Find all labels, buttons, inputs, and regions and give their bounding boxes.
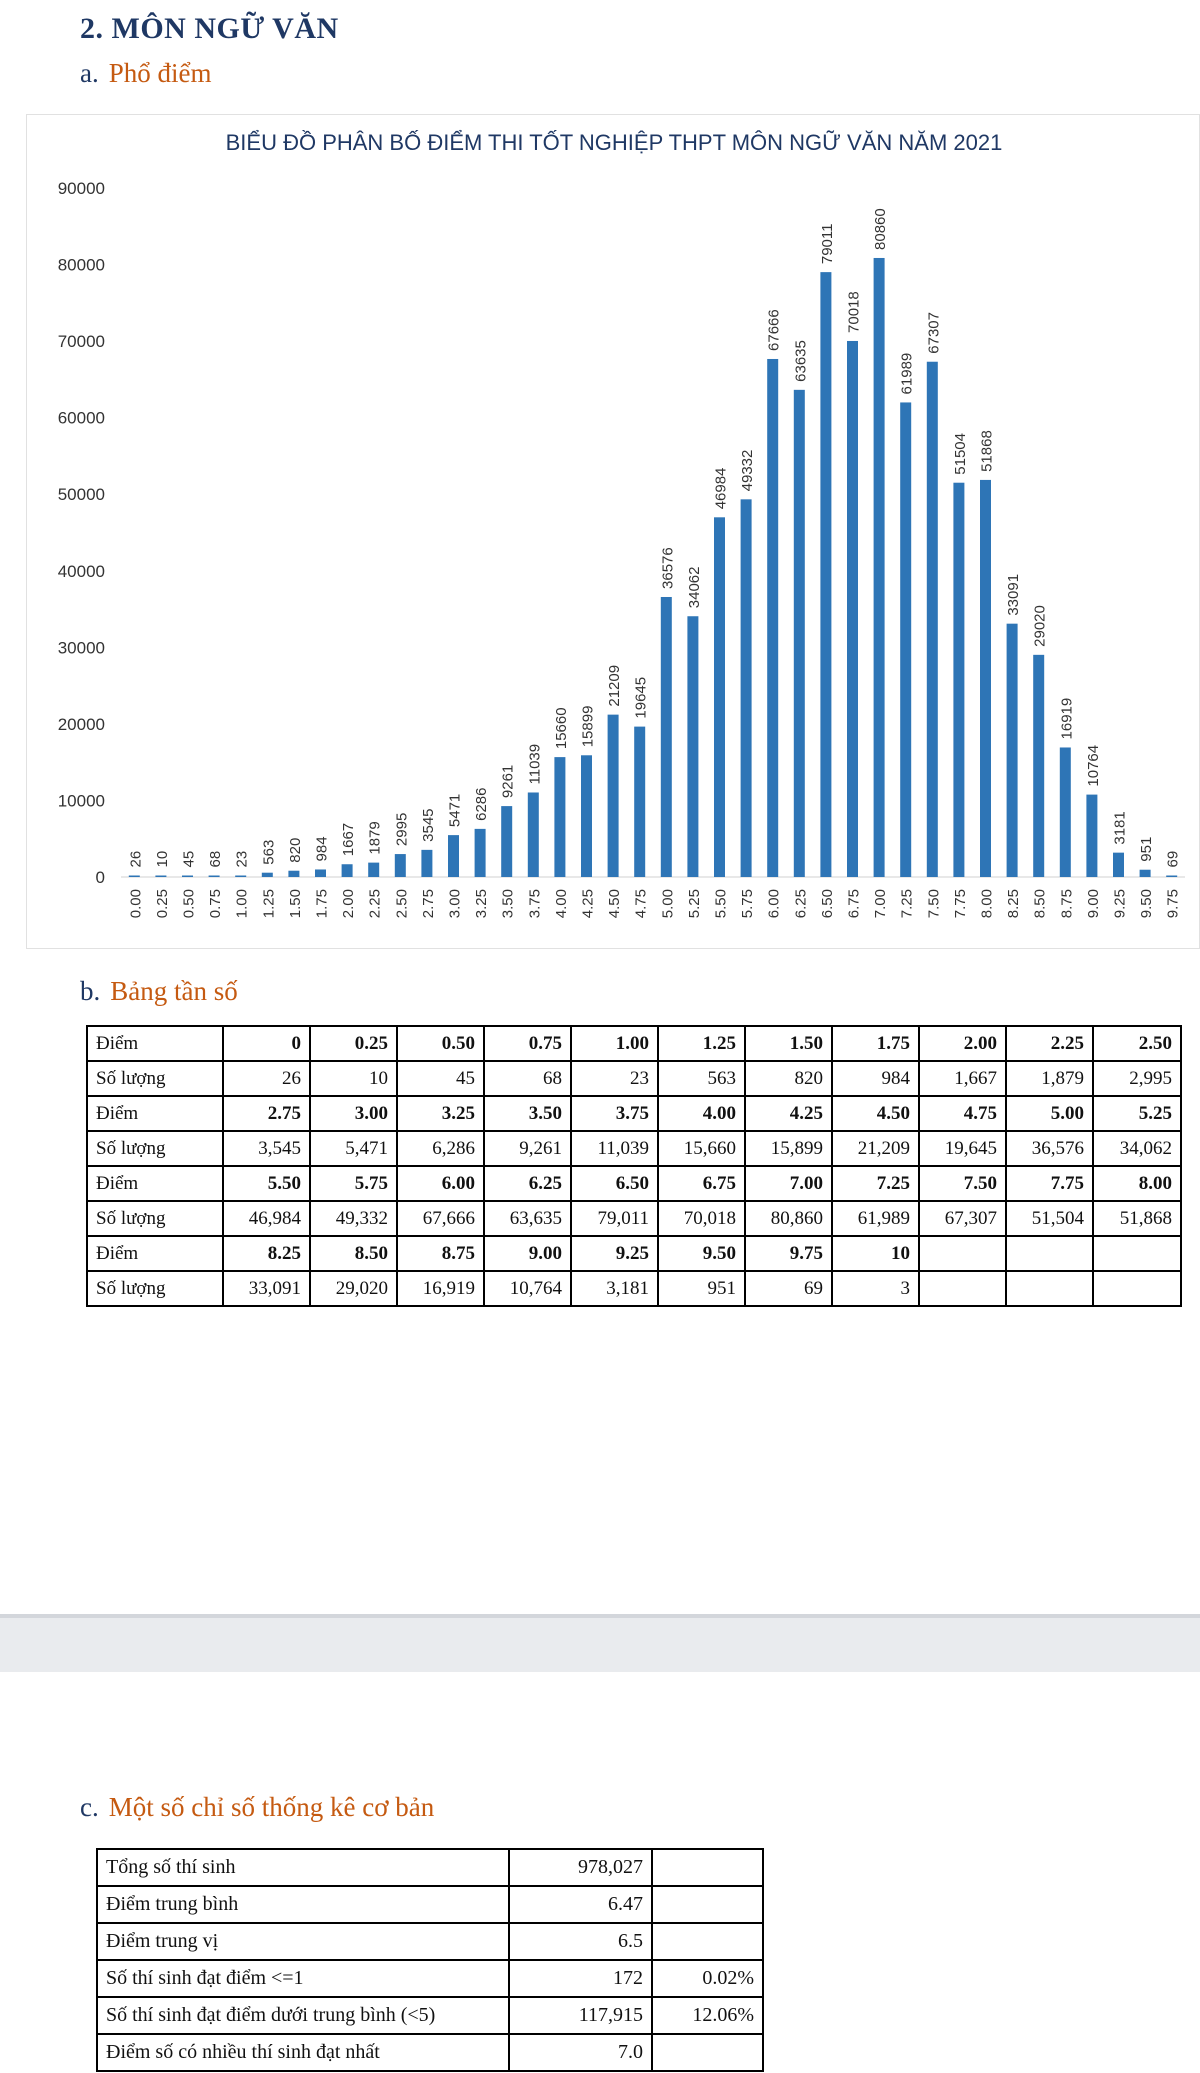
bar (1086, 795, 1097, 877)
x-tick-label: 7.25 (898, 889, 916, 919)
table-cell: 21,209 (832, 1131, 919, 1166)
stats-row (97, 1960, 763, 1997)
data-label: 19645 (632, 676, 650, 719)
bar (155, 876, 166, 878)
x-tick-label: 5.75 (739, 889, 757, 919)
x-tick-label: 3.25 (473, 889, 491, 919)
stats-percent-cell (652, 1886, 763, 1923)
data-label: 69 (1164, 850, 1182, 868)
x-tick-label: 6.50 (818, 889, 836, 919)
x-tick-label: 3.50 (499, 889, 517, 919)
table-cell: 3,545 (223, 1131, 310, 1166)
section-a-label: Phổ điểm (108, 58, 212, 88)
bar (1166, 876, 1177, 878)
data-label: 951 (1138, 836, 1156, 862)
bar (687, 616, 698, 877)
stats-row (97, 1849, 763, 1886)
stats-value-cell: 117,915 (509, 1997, 652, 2034)
x-tick-label: 6.25 (792, 889, 810, 919)
x-tick-label: 5.25 (685, 889, 703, 919)
bar (741, 499, 752, 877)
table-cell (919, 1271, 1006, 1306)
table-cell (919, 1236, 1006, 1271)
x-tick-label: 5.00 (659, 889, 677, 919)
bar (847, 341, 858, 877)
page-separator (0, 1614, 1200, 1676)
row-label-cell: Số lượng (87, 1271, 223, 1306)
x-tick-label: 1.50 (286, 889, 304, 919)
data-label: 820 (286, 837, 304, 863)
y-tick-label: 20000 (57, 714, 105, 734)
count-row (87, 1061, 1181, 1096)
table-cell: 8.00 (1093, 1166, 1181, 1201)
data-label: 67307 (925, 312, 943, 354)
stats-label-cell: Điểm trung bình (97, 1886, 509, 1923)
table-cell: 1,879 (1006, 1061, 1093, 1096)
row-label-cell: Điểm (87, 1236, 223, 1271)
bar (1033, 655, 1044, 877)
table-cell: 26 (223, 1061, 310, 1096)
table-cell: 80,860 (745, 1201, 832, 1236)
bar (953, 483, 964, 877)
table-cell (1006, 1236, 1093, 1271)
data-label: 984 (313, 836, 331, 862)
data-label: 46984 (712, 467, 730, 510)
table-cell: 0.50 (397, 1026, 484, 1061)
stats-label-cell: Điểm số có nhiều thí sinh đạt nhất (97, 2034, 509, 2071)
table-cell: 3.50 (484, 1096, 571, 1131)
bar (581, 755, 592, 877)
table-cell: 6.75 (658, 1166, 745, 1201)
data-label: 36576 (659, 547, 677, 589)
table-cell: 6,286 (397, 1131, 484, 1166)
data-label: 67666 (765, 309, 783, 351)
bar (608, 715, 619, 877)
statistics-table (96, 1848, 764, 2072)
table-cell: 67,666 (397, 1201, 484, 1236)
table-cell: 1.00 (571, 1026, 658, 1061)
x-tick-label: 7.75 (951, 889, 969, 919)
bar (1060, 747, 1071, 877)
table-cell (1093, 1236, 1181, 1271)
table-cell: 4.50 (832, 1096, 919, 1131)
stats-value-cell: 6.47 (509, 1886, 652, 1923)
table-cell: 36,576 (1006, 1131, 1093, 1166)
table-cell: 69 (745, 1271, 832, 1306)
x-tick-label: 1.00 (233, 889, 251, 919)
table-cell: 4.00 (658, 1096, 745, 1131)
data-label: 79011 (818, 223, 836, 265)
data-label: 5471 (446, 793, 464, 828)
score-row (87, 1236, 1181, 1271)
table-cell: 70,018 (658, 1201, 745, 1236)
data-label: 26 (127, 850, 145, 868)
section-b-label: Bảng tần số (110, 976, 238, 1006)
table-cell: 9.25 (571, 1236, 658, 1271)
bar (448, 835, 459, 877)
table-cell: 3 (832, 1271, 919, 1306)
table-cell: 7.00 (745, 1166, 832, 1201)
table-cell: 10 (310, 1061, 397, 1096)
x-tick-label: 2.75 (419, 889, 437, 919)
table-cell: 0.25 (310, 1026, 397, 1061)
bar (501, 806, 512, 877)
x-tick-label: 6.75 (845, 889, 863, 919)
y-tick-label: 50000 (57, 485, 105, 505)
table-cell (1006, 1271, 1093, 1306)
table-cell: 7.50 (919, 1166, 1006, 1201)
count-row (87, 1201, 1181, 1236)
data-label: 29020 (1031, 605, 1049, 647)
table-cell: 4.25 (745, 1096, 832, 1131)
stats-row (97, 1997, 763, 2034)
table-cell: 2,995 (1093, 1061, 1181, 1096)
table-cell: 8.75 (397, 1236, 484, 1271)
stats-label-cell: Điểm trung vị (97, 1923, 509, 1960)
data-label: 51504 (951, 432, 969, 475)
table-cell: 1.50 (745, 1026, 832, 1061)
x-tick-label: 1.75 (313, 889, 331, 919)
table-cell: 820 (745, 1061, 832, 1096)
x-tick-label: 9.25 (1111, 889, 1129, 919)
data-label: 3545 (419, 808, 437, 842)
x-tick-label: 4.00 (552, 889, 570, 919)
x-tick-label: 4.50 (606, 889, 624, 919)
x-tick-label: 5.50 (712, 889, 730, 919)
x-tick-label: 7.50 (925, 889, 943, 919)
x-tick-label: 4.75 (632, 889, 650, 919)
bar (554, 757, 565, 877)
stats-percent-cell (652, 1849, 763, 1886)
data-label: 33091 (1005, 573, 1023, 616)
table-cell: 61,989 (832, 1201, 919, 1236)
table-cell: 23 (571, 1061, 658, 1096)
table-cell: 1.75 (832, 1026, 919, 1061)
table-cell: 9.75 (745, 1236, 832, 1271)
table-cell: 9.50 (658, 1236, 745, 1271)
x-tick-label: 3.75 (526, 889, 544, 919)
x-tick-label: 3.00 (446, 889, 464, 919)
table-cell: 51,868 (1093, 1201, 1181, 1236)
table-cell: 6.50 (571, 1166, 658, 1201)
x-tick-label: 6.00 (765, 889, 783, 919)
stats-label-cell: Số thí sinh đạt điểm <=1 (97, 1960, 509, 1997)
table-cell: 3.00 (310, 1096, 397, 1131)
x-tick-label: 0.25 (153, 889, 171, 919)
table-cell: 2.25 (1006, 1026, 1093, 1061)
data-label: 15899 (579, 705, 597, 748)
bar (368, 863, 379, 877)
data-label: 563 (260, 839, 278, 865)
data-label: 51868 (978, 430, 996, 472)
data-label: 70018 (845, 291, 863, 333)
bar (767, 359, 778, 877)
bar (634, 727, 645, 877)
x-tick-label: 9.00 (1084, 889, 1102, 919)
x-tick-label: 4.25 (579, 889, 597, 919)
table-cell: 5,471 (310, 1131, 397, 1166)
table-cell: 33,091 (223, 1271, 310, 1306)
data-label: 11039 (526, 743, 544, 785)
score-distribution-chart (26, 114, 1200, 949)
data-label: 61989 (898, 352, 916, 395)
data-label: 2995 (393, 812, 411, 847)
table-cell: 3,181 (571, 1271, 658, 1306)
data-label: 45 (180, 850, 198, 868)
section-c-prefix: c. (80, 1792, 99, 1822)
table-cell: 5.25 (1093, 1096, 1181, 1131)
data-label: 63635 (792, 340, 810, 382)
table-cell: 19,645 (919, 1131, 1006, 1166)
bar (927, 362, 938, 877)
x-tick-label: 2.25 (366, 889, 384, 919)
table-cell: 4.75 (919, 1096, 1006, 1131)
stats-percent-cell (652, 2034, 763, 2071)
row-label-cell: Điểm (87, 1166, 223, 1201)
bar (262, 873, 273, 877)
table-cell: 49,332 (310, 1201, 397, 1236)
data-label: 80860 (872, 208, 890, 250)
table-cell: 3.25 (397, 1096, 484, 1131)
table-cell: 1.25 (658, 1026, 745, 1061)
section-c-label: Một số chỉ số thống kê cơ bản (108, 1792, 435, 1822)
bar (129, 876, 140, 878)
stats-value-cell: 6.5 (509, 1923, 652, 1960)
score-row (87, 1166, 1181, 1201)
data-label: 16919 (1058, 697, 1076, 740)
bar (1007, 624, 1018, 877)
data-label: 49332 (739, 449, 757, 492)
data-label: 1667 (340, 822, 358, 857)
table-cell: 1,667 (919, 1061, 1006, 1096)
stats-percent-cell: 0.02% (652, 1960, 763, 1997)
section-b-prefix: b. (80, 976, 101, 1006)
y-tick-label: 90000 (57, 179, 105, 198)
data-label: 23 (233, 850, 251, 868)
bar (980, 480, 991, 877)
data-label: 15660 (552, 707, 570, 750)
table-cell: 2.50 (1093, 1026, 1181, 1061)
y-tick-label: 70000 (57, 332, 105, 352)
table-cell: 0.75 (484, 1026, 571, 1061)
table-cell: 11,039 (571, 1131, 658, 1166)
bar (874, 258, 885, 877)
stats-row (97, 1923, 763, 1960)
data-label: 6286 (473, 787, 491, 821)
chart-canvas (27, 115, 1200, 950)
table-cell: 8.25 (223, 1236, 310, 1271)
table-cell: 0 (223, 1026, 310, 1061)
table-cell: 6.25 (484, 1166, 571, 1201)
score-row (87, 1096, 1181, 1131)
bar (528, 792, 539, 877)
bar (475, 829, 486, 877)
table-cell: 5.50 (223, 1166, 310, 1201)
data-label: 21209 (606, 664, 624, 707)
bar (395, 854, 406, 877)
x-tick-label: 9.75 (1164, 889, 1182, 919)
bar (209, 876, 220, 878)
bar (421, 850, 432, 877)
stats-percent-cell (652, 1923, 763, 1960)
bar (714, 517, 725, 877)
table-cell: 34,062 (1093, 1131, 1181, 1166)
table-cell: 3.75 (571, 1096, 658, 1131)
count-row (87, 1131, 1181, 1166)
stats-value-cell: 7.0 (509, 2034, 652, 2071)
data-label: 9261 (499, 764, 517, 799)
frequency-table (86, 1025, 1182, 1307)
x-tick-label: 8.50 (1031, 888, 1049, 919)
table-cell: 16,919 (397, 1271, 484, 1306)
stats-label-cell: Số thí sinh đạt điểm dưới trung bình (<5) (97, 1997, 509, 2034)
section-c-heading (80, 1792, 434, 1823)
x-tick-label: 9.50 (1138, 889, 1156, 919)
table-cell: 7.25 (832, 1166, 919, 1201)
stats-row (97, 2034, 763, 2071)
table-cell: 15,899 (745, 1131, 832, 1166)
bar (235, 876, 246, 878)
count-row (87, 1271, 1181, 1306)
stats-percent-cell: 12.06% (652, 1997, 763, 2034)
table-cell: 951 (658, 1271, 745, 1306)
table-cell: 15,660 (658, 1131, 745, 1166)
table-cell: 45 (397, 1061, 484, 1096)
table-cell: 8.50 (310, 1236, 397, 1271)
x-tick-label: 2.50 (393, 889, 411, 919)
table-cell: 5.00 (1006, 1096, 1093, 1131)
bar (794, 390, 805, 877)
row-label-cell: Điểm (87, 1026, 223, 1061)
table-cell: 51,504 (1006, 1201, 1093, 1236)
x-tick-label: 0.75 (207, 889, 225, 919)
stats-row (97, 1886, 763, 1923)
bar (1113, 853, 1124, 877)
data-label: 10 (153, 850, 171, 868)
x-tick-label: 7.00 (872, 889, 890, 919)
bar (315, 869, 326, 877)
table-cell: 984 (832, 1061, 919, 1096)
stats-label-cell: Tổng số thí sinh (97, 1849, 509, 1886)
data-label: 68 (207, 850, 225, 868)
table-cell: 9.00 (484, 1236, 571, 1271)
x-tick-label: 8.25 (1005, 889, 1023, 919)
table-cell: 2.75 (223, 1096, 310, 1131)
table-cell: 563 (658, 1061, 745, 1096)
row-label-cell: Số lượng (87, 1201, 223, 1236)
table-cell: 10 (832, 1236, 919, 1271)
table-cell: 5.75 (310, 1166, 397, 1201)
bar (288, 871, 299, 877)
table-cell: 10,764 (484, 1271, 571, 1306)
table-cell: 6.00 (397, 1166, 484, 1201)
x-tick-label: 1.25 (260, 889, 278, 919)
section-a-prefix: a. (80, 58, 99, 88)
data-label: 3181 (1111, 811, 1129, 845)
row-label-cell: Số lượng (87, 1061, 223, 1096)
stats-value-cell: 172 (509, 1960, 652, 1997)
bar (342, 864, 353, 877)
x-tick-label: 8.00 (978, 889, 996, 919)
x-tick-label: 2.00 (340, 889, 358, 919)
x-tick-label: 0.00 (127, 889, 145, 919)
table-cell: 7.75 (1006, 1166, 1093, 1201)
y-tick-label: 30000 (57, 638, 105, 658)
section-a-heading (80, 58, 212, 89)
table-cell: 9,261 (484, 1131, 571, 1166)
table-cell: 2.00 (919, 1026, 1006, 1061)
y-tick-label: 10000 (57, 791, 105, 811)
bar (182, 876, 193, 878)
stats-value-cell: 978,027 (509, 1849, 652, 1886)
table-cell: 46,984 (223, 1201, 310, 1236)
data-label: 34062 (685, 566, 703, 609)
row-label-cell: Số lượng (87, 1131, 223, 1166)
bar (900, 402, 911, 877)
bar (1140, 870, 1151, 877)
table-cell: 68 (484, 1061, 571, 1096)
data-label: 1879 (366, 821, 384, 855)
table-cell (1093, 1271, 1181, 1306)
bar (661, 597, 672, 877)
data-label: 10764 (1084, 744, 1102, 787)
y-tick-label: 60000 (57, 408, 105, 428)
y-tick-label: 0 (95, 868, 105, 887)
x-tick-label: 0.50 (180, 889, 198, 919)
bar (820, 272, 831, 877)
table-cell: 67,307 (919, 1201, 1006, 1236)
table-cell: 63,635 (484, 1201, 571, 1236)
chart-title: BIỂU ĐỒ PHÂN BỐ ĐIỂM THI TỐT NGHIỆP THPT MÔN NGỮ VĂN NĂM 2021 (225, 130, 1003, 155)
section-b-heading (80, 976, 238, 1007)
y-tick-label: 40000 (57, 561, 105, 581)
y-tick-label: 80000 (57, 255, 105, 275)
row-label-cell: Điểm (87, 1096, 223, 1131)
table-cell: 29,020 (310, 1271, 397, 1306)
table-cell: 79,011 (571, 1201, 658, 1236)
page-title: 2. MÔN NGỮ VĂN (80, 12, 339, 45)
x-tick-label: 8.75 (1058, 889, 1076, 919)
score-row (87, 1026, 1181, 1061)
